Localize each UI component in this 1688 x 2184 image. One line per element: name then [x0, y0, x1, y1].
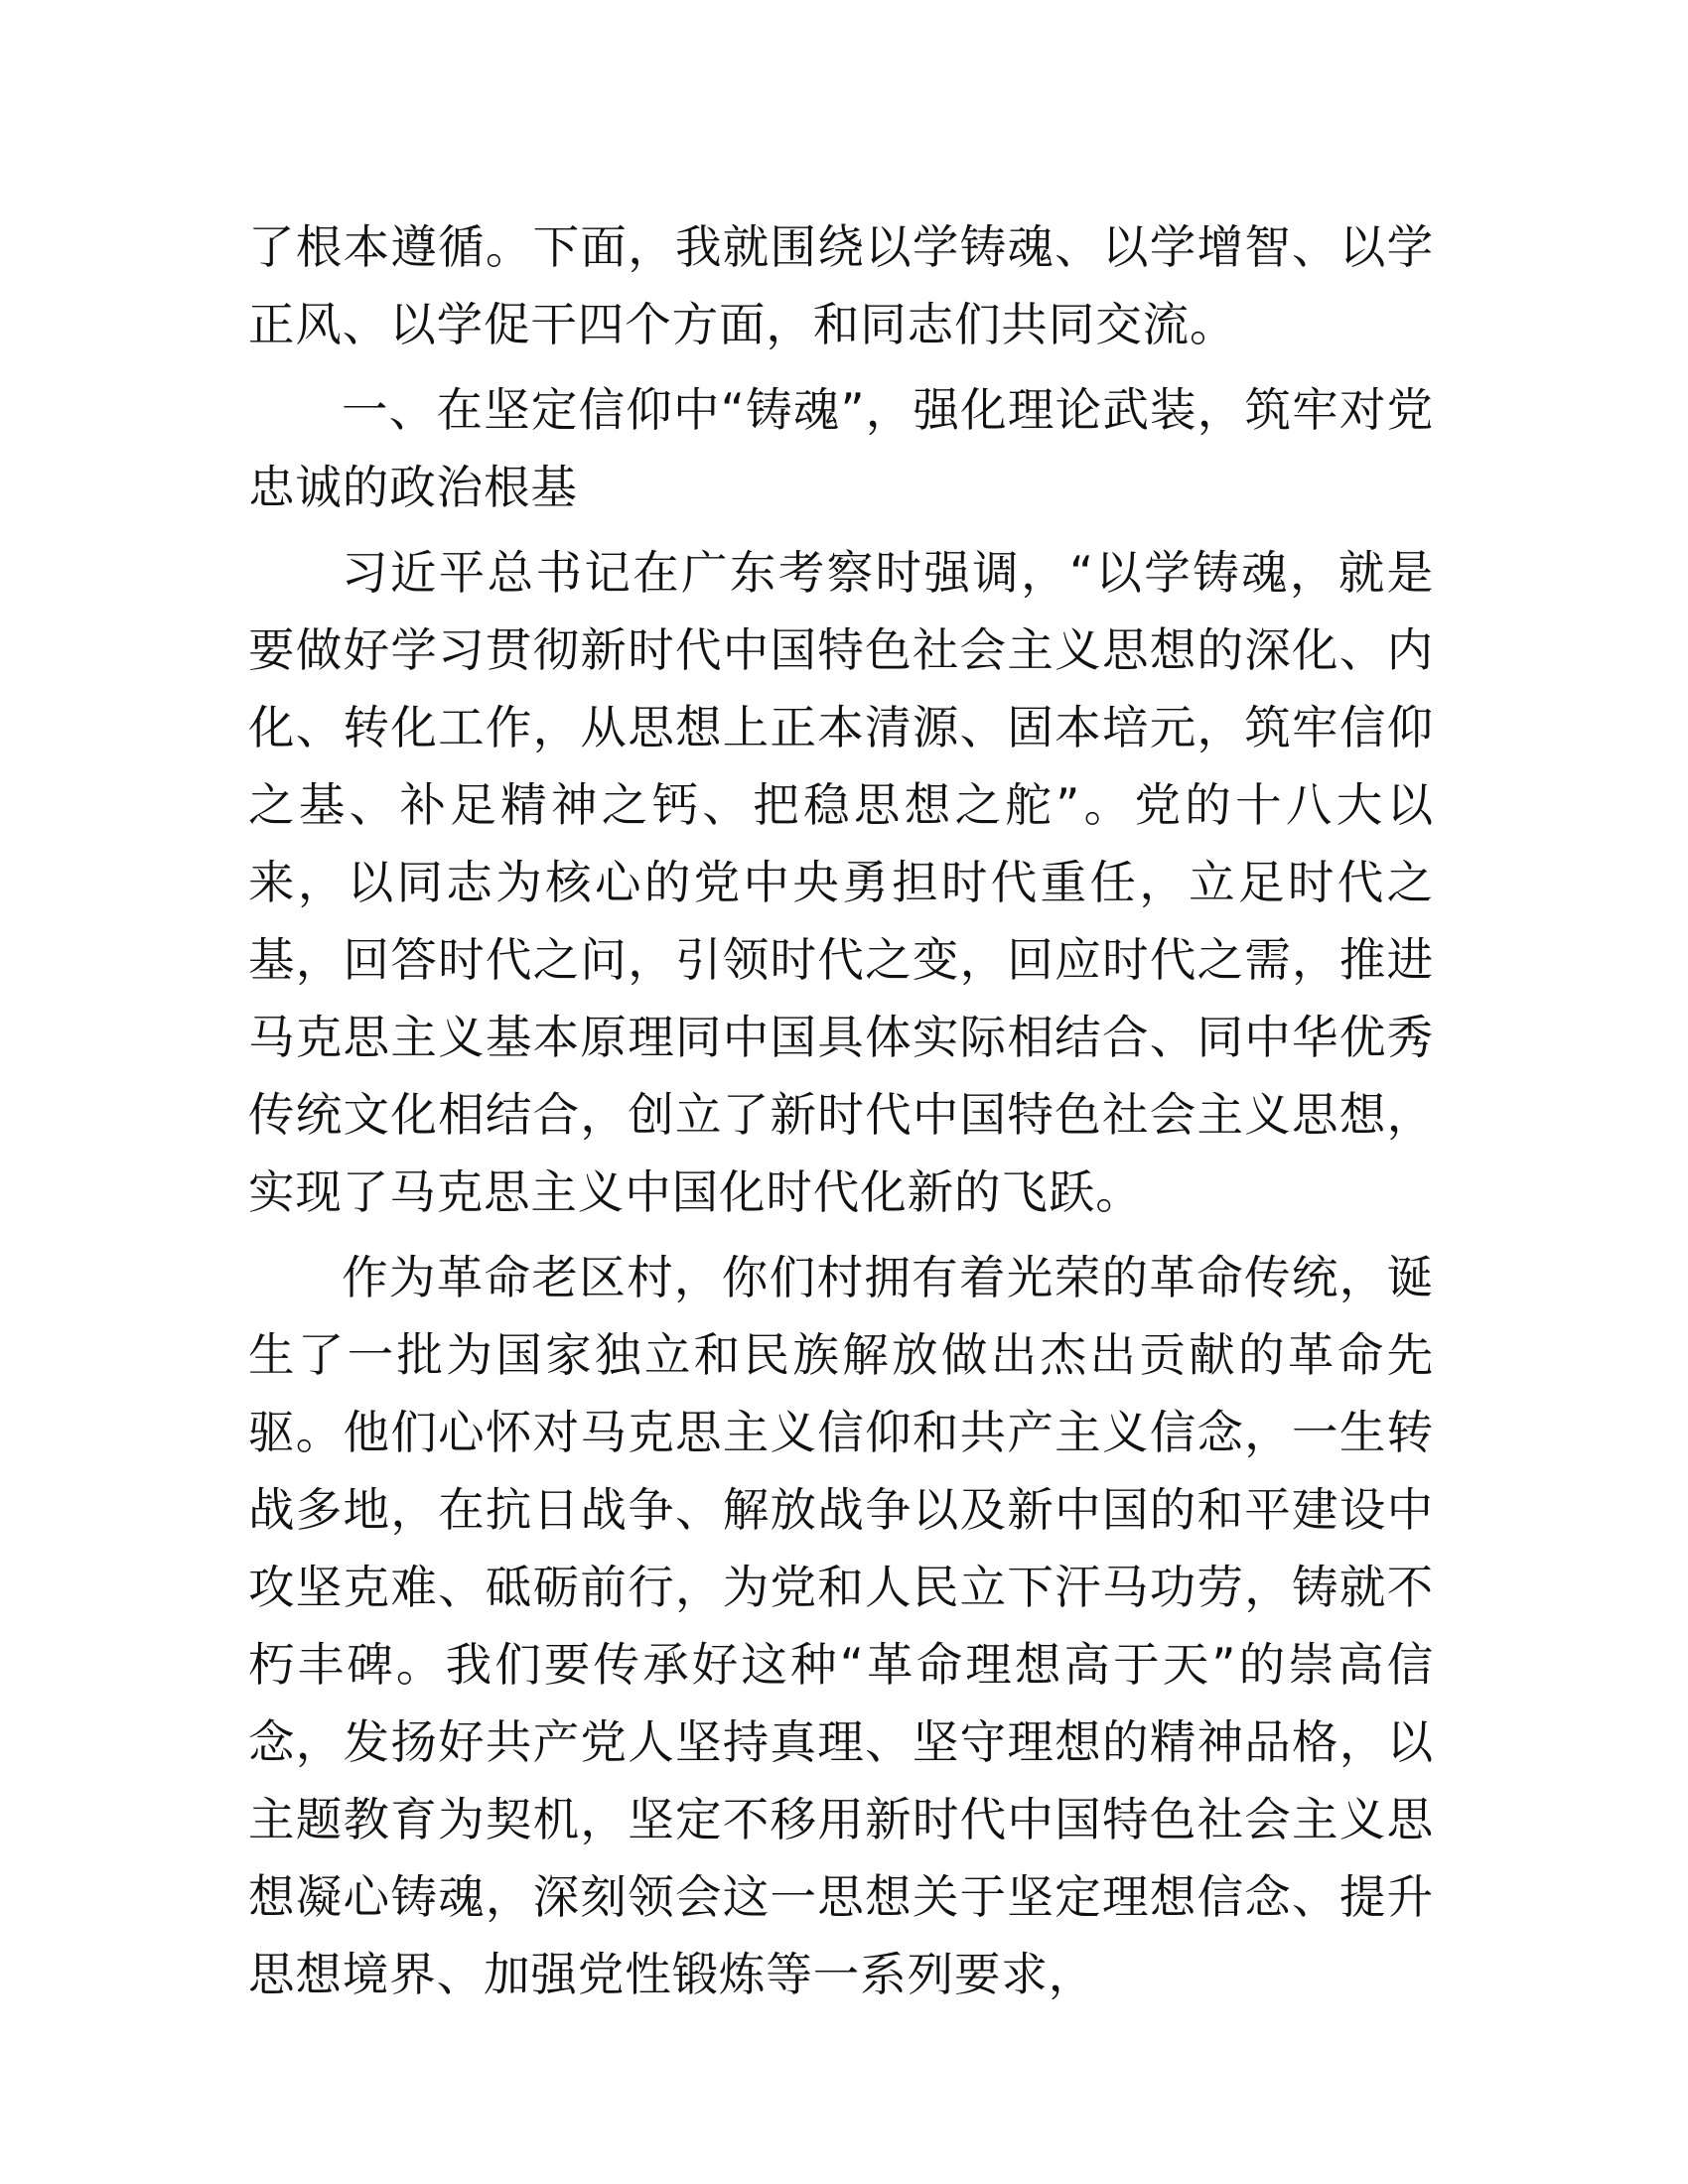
paragraph-quote: 习近平总书记在广东考察时强调，“以学铸魂，就是要做好学习贯彻新时代中国特色社会主义思想的深化、内化、转化工作，从思想上正本清源、固本培元，筑牢信仰之基、补足精神之钙、把稳思想之舵”。党的十八大以来，以同志为核心的党中央勇担时代重任，立足时代之基，回答时代之问，引领时代之变，回应时代之需，推进马克思主义基本原理同中国具体实际相结合、同中华优秀传统文化相结合，创立了新时代中国特色社会主义思想，实现了马克思主义中国化时代化新的飞跃。 [248, 546, 1434, 1219]
document-body [248, 208, 1434, 2021]
paragraph-continuation: 了根本遵循。下面，我就围绕以学铸魂、以学增智、以学正风、以学促干四个方面，和同志们共同交流。 [248, 220, 1434, 351]
paragraph-village: 作为革命老区村，你们村拥有着光荣的革命传统，诞生了一批为国家独立和民族解放做出杰出贡献的革命先驱。他们心怀对马克思主义信仰和共产主义信念，一生转战多地，在抗日战争、解放战争以及新中国的和平建设中攻坚克难、砥砺前行，为党和人民立下汗马功劳，铸就不朽丰碑。我们要传承好这种“革命理想高于天”的崇高信念，发扬好共产党人坚持真理、坚守理想的精神品格，以主题教育为契机，坚定不移用新时代中国特色社会主义思想凝心铸魂，深刻领会这一思想关于坚定理想信念、提升思想境界、加强党性锻炼等一系列要求， [248, 1251, 1434, 2001]
section-heading: 一、在坚定信仰中“铸魂”，强化理论武装，筑牢对党忠诚的政治根基 [248, 383, 1434, 514]
